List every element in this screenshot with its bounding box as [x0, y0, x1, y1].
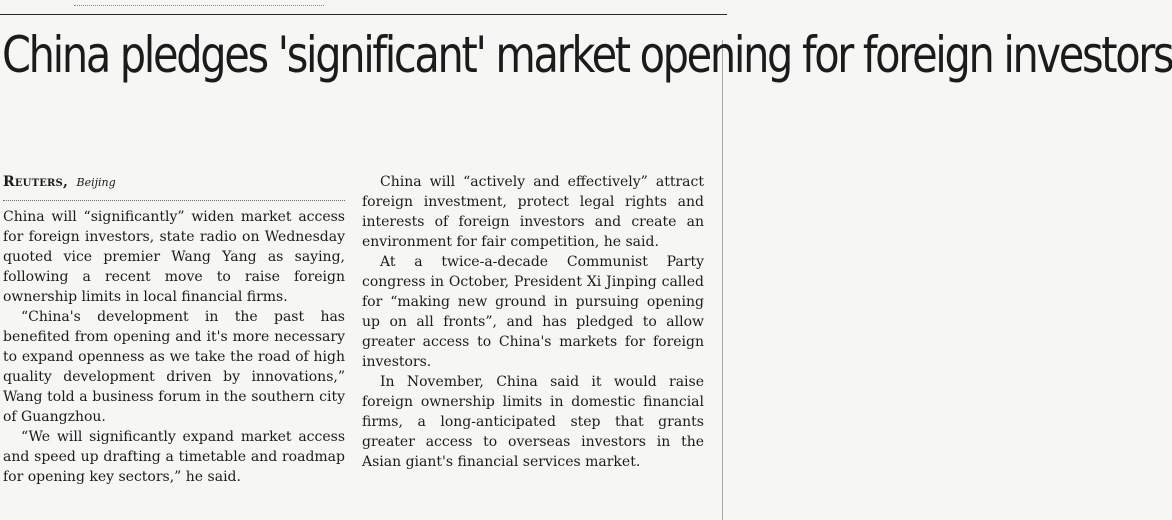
byline-source: Reuters, — [3, 174, 69, 190]
article-column-left — [3, 172, 345, 487]
top-rule — [0, 14, 727, 15]
headline: China pledges 'significant' market opening for foreign investors — [2, 26, 1172, 84]
byline-location: Beijing — [76, 176, 116, 189]
adjacent-column-edge — [722, 40, 729, 520]
article-column-right — [362, 172, 704, 472]
byline-divider — [3, 200, 345, 201]
article-paragraph: “China's development in the past has benefited from opening and it's more necessary to expand openness as we take the road of high quality development driven by innovations,” Wang told a business forum in the southern city of Guangzhou. — [3, 309, 345, 425]
article-paragraph: “We will significantly expand market access and speed up drafting a timetable and roadmap for opening key sectors,” he said. — [3, 429, 345, 485]
article-paragraph: At a twice-a-decade Communist Party congress in October, President Xi Jinping called for “making new ground in pursuing opening up on all fronts”, and has pledged to allow greater access to China's markets for foreign investors. — [362, 254, 704, 370]
byline — [3, 172, 345, 192]
article-paragraph: China will “significantly” widen market access for foreign investors, state radio on Wednesday quoted vice premier Wang Yang as saying, following a recent move to raise foreign ownership limits in local financial firms. — [3, 209, 345, 305]
article-paragraph: In November, China said it would raise foreign ownership limits in domestic financial firms, a long-anticipated step that grants greater access to overseas investors in the Asian giant's financial services market. — [362, 374, 704, 470]
top-border-decoration — [74, 0, 324, 6]
article-paragraph: China will “actively and effectively” attract foreign investment, protect legal rights and interests of foreign investors and create an environment for fair competition, he said. — [362, 174, 704, 250]
